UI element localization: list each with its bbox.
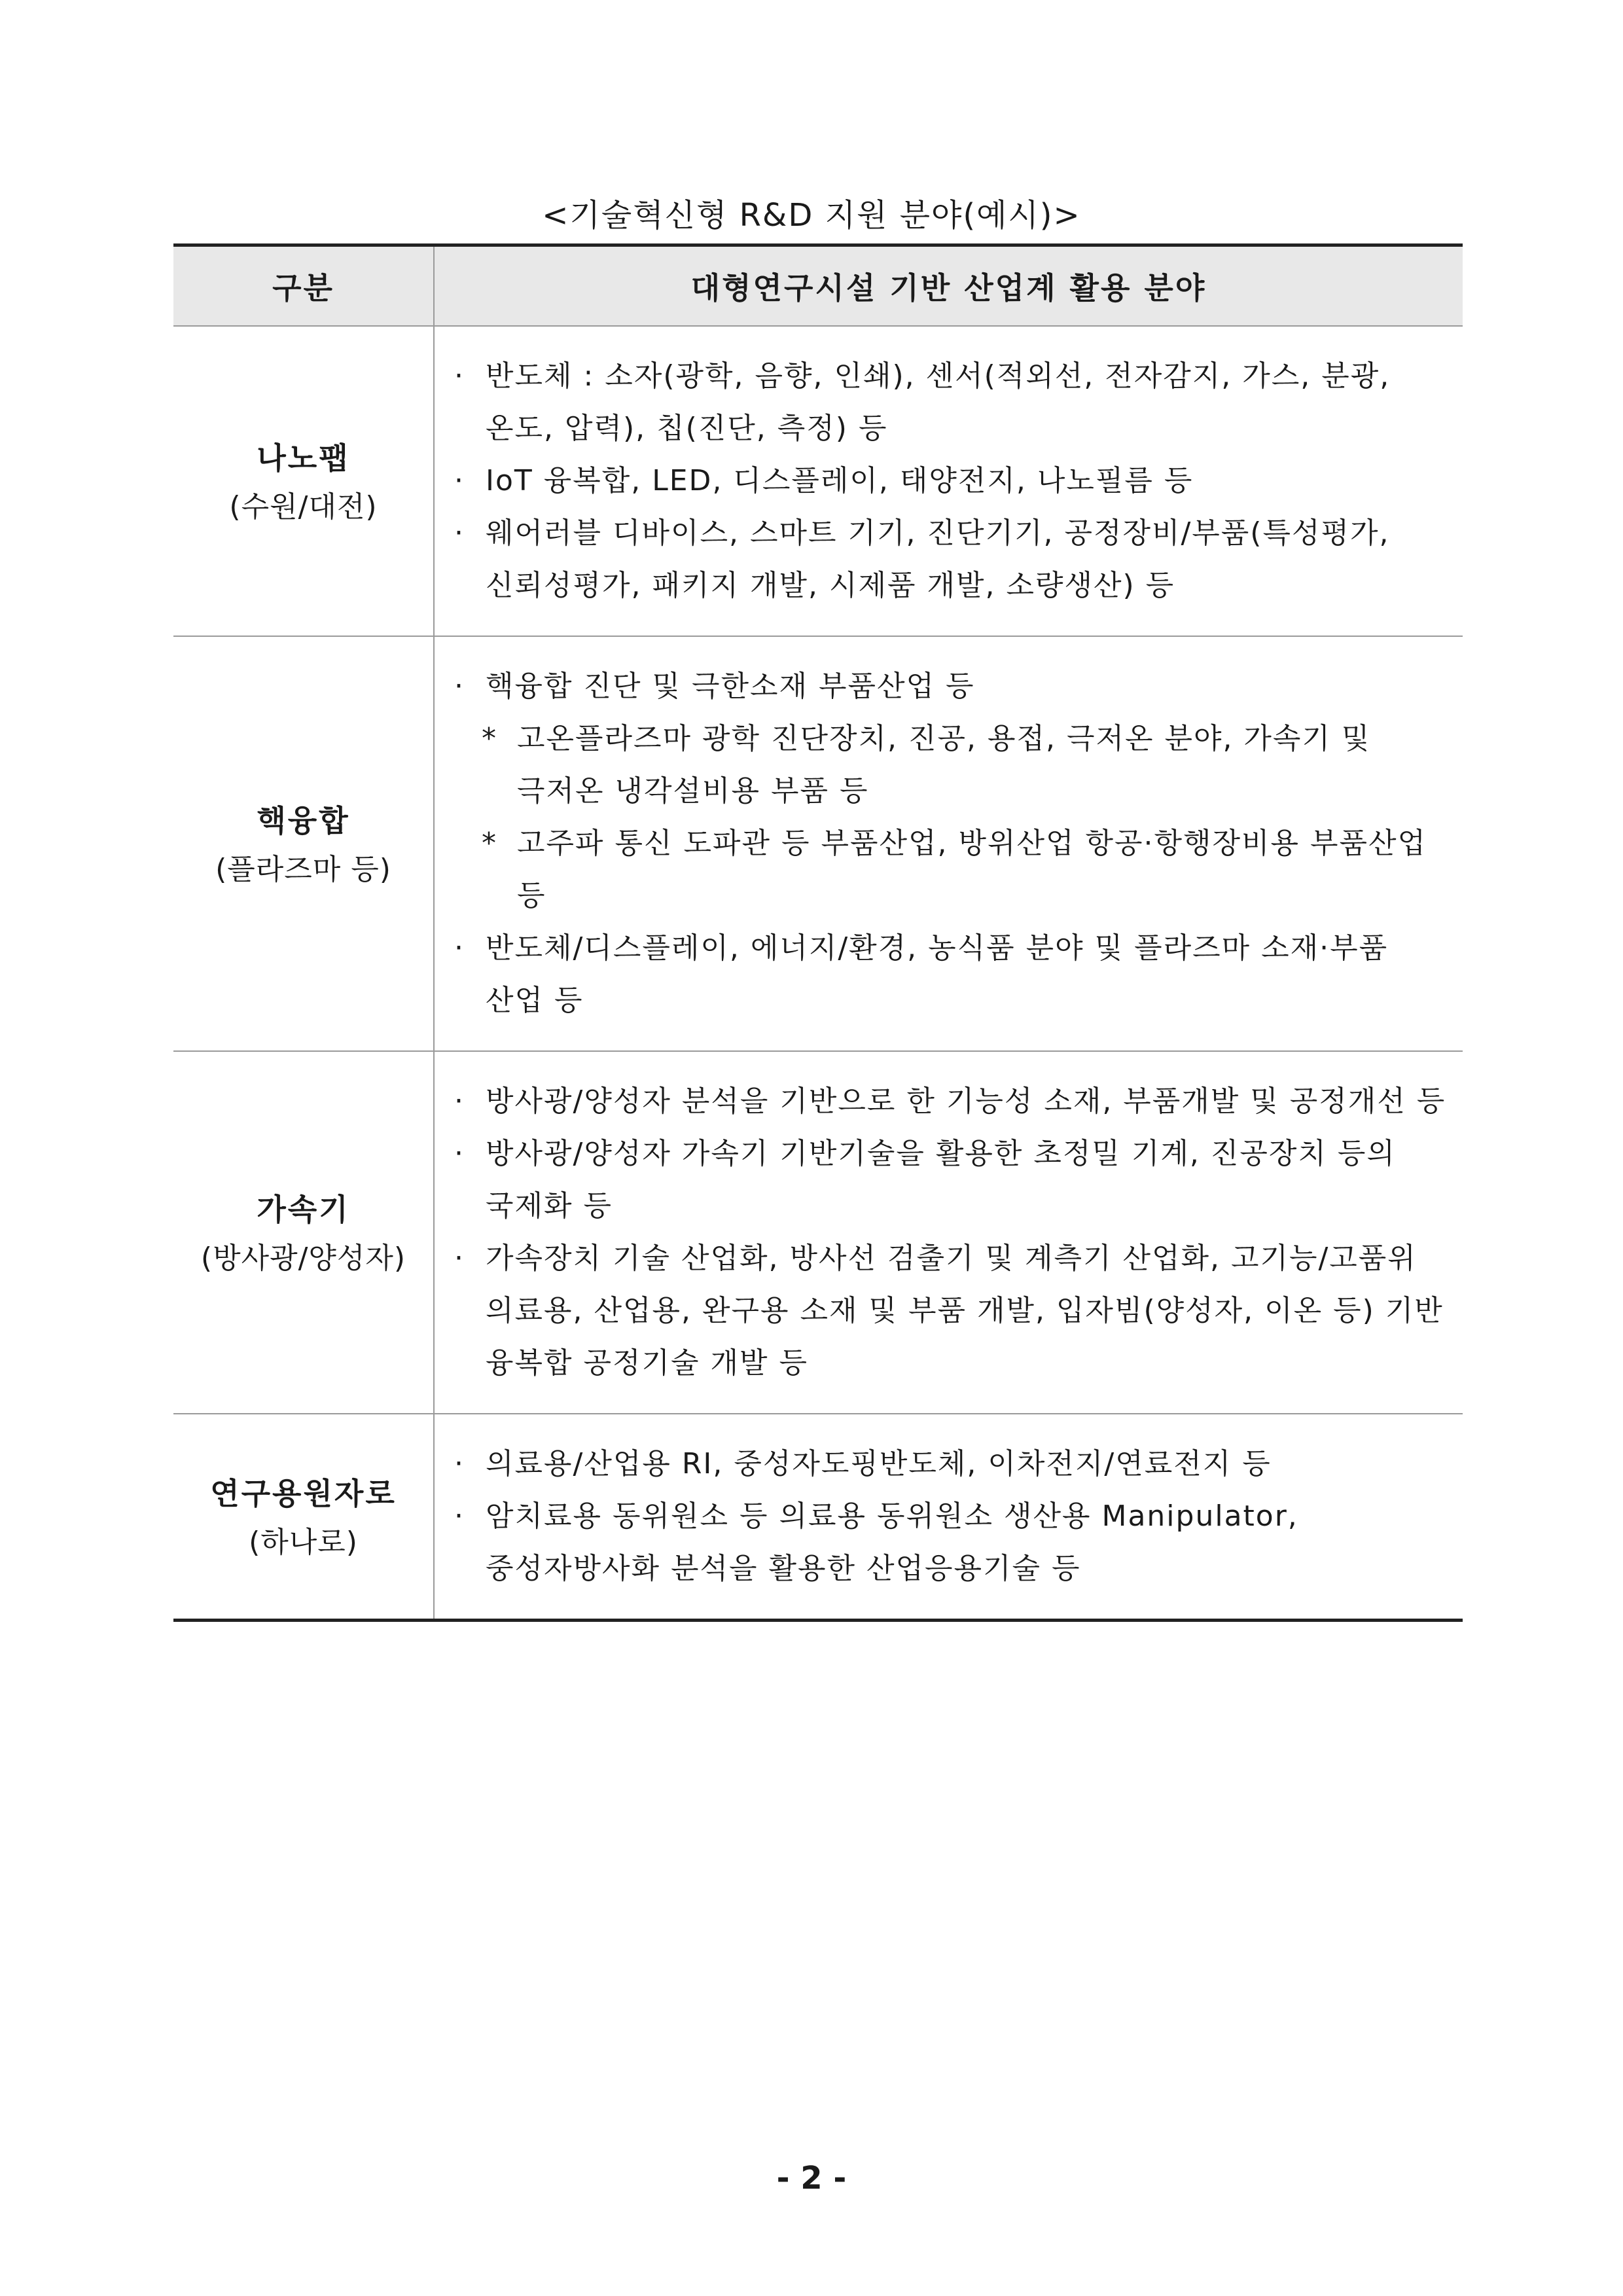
item-text: 방사광/양성자 가속기 기반기술을 활용한 초정밀 기계, 진공장치 등의 국제화 등 <box>486 1137 1396 1223</box>
bullet-marker: · <box>454 516 465 550</box>
category-name: 연구용원자로 <box>210 1476 397 1511</box>
category-cell <box>173 1051 434 1414</box>
table-row <box>173 636 1463 1051</box>
item-text: 웨어러블 디바이스, 스마트 기기, 진단기기, 공정장비/부품(특성평가, 신뢰성평가, 패키지 개발, 시제품 개발, 소량생산) 등 <box>486 516 1390 602</box>
item-text: 고온플라즈마 광학 진단장치, 진공, 용접, 극저온 분야, 가속기 및 극저온 냉각설비용 부품 등 <box>517 722 1371 808</box>
bullet-marker: · <box>454 1499 465 1533</box>
fields-cell <box>434 636 1463 1051</box>
bullet-marker: · <box>454 1447 465 1480</box>
bullet-marker: · <box>454 931 465 965</box>
item-text: 반도체 : 소자(광학, 음향, 인쇄), 센서(적외선, 전자감지, 가스, 분광, 온도, 압력), 칩(진단, 측정) 등 <box>486 359 1391 445</box>
list-item <box>454 1232 1450 1390</box>
bullet-marker: · <box>454 1085 465 1118</box>
category-cell <box>173 1414 434 1621</box>
table-caption: <기술혁신형 R&D 지원 분야(예시)> <box>542 197 1081 234</box>
bullet-marker: · <box>454 1242 465 1275</box>
category-name: 나노팹 <box>257 440 350 476</box>
category-name: 핵융합 <box>257 803 350 838</box>
category-cell <box>173 636 434 1051</box>
header-fields: 대형연구시설 기반 산업계 활용 분야 <box>434 245 1463 327</box>
list-item <box>454 1490 1450 1595</box>
bullet-marker: * <box>482 722 497 755</box>
fields-cell <box>434 1051 1463 1414</box>
list-item <box>454 507 1450 612</box>
category-name: 가속기 <box>257 1192 350 1227</box>
sub-list-item <box>454 713 1450 817</box>
list-item <box>454 455 1450 507</box>
list-item <box>454 1075 1450 1128</box>
item-text: 의료용/산업용 RI, 중성자도핑반도체, 이차전지/연료전지 등 <box>486 1447 1272 1480</box>
category-cell <box>173 326 434 636</box>
item-text: 고주파 통신 도파관 등 부품산업, 방위산업 항공·항행장비용 부품산업 등 <box>517 827 1427 912</box>
list-item <box>454 1128 1450 1232</box>
item-text: 방사광/양성자 분석을 기반으로 한 기능성 소재, 부품개발 및 공정개선 등 <box>486 1085 1446 1118</box>
bullet-marker: · <box>454 670 465 703</box>
list-item <box>454 922 1450 1027</box>
header-category: 구분 <box>173 245 434 327</box>
item-text: 암치료용 동위원소 등 의료용 동위원소 생산용 Manipulator, 중성자방사화 분석을 활용한 산업응용기술 등 <box>486 1499 1298 1585</box>
category-location: (방사광/양성자) <box>200 1242 406 1275</box>
page-number: - 2 - <box>776 2160 847 2197</box>
list-item <box>454 1438 1450 1490</box>
table-row <box>173 1051 1463 1414</box>
category-location: (수원/대전) <box>229 490 378 524</box>
item-text: 핵융합 진단 및 극한소재 부품산업 등 <box>486 670 975 703</box>
bullet-marker: · <box>454 1137 465 1170</box>
bullet-marker: · <box>454 359 465 393</box>
rnd-support-table <box>173 243 1463 1622</box>
list-item <box>454 350 1450 455</box>
category-location: (하나로) <box>249 1526 358 1559</box>
bullet-marker: · <box>454 464 465 497</box>
category-location: (플라즈마 등) <box>215 853 391 886</box>
item-text: 반도체/디스플레이, 에너지/환경, 농식품 분야 및 플라즈마 소재·부품 산업 등 <box>486 931 1389 1017</box>
list-item <box>454 660 1450 713</box>
table-row <box>173 326 1463 636</box>
table-row <box>173 1414 1463 1621</box>
bullet-marker: * <box>482 827 497 860</box>
sub-list-item <box>454 817 1450 922</box>
fields-cell <box>434 1414 1463 1621</box>
item-text: 가속장치 기술 산업화, 방사선 검출기 및 계측기 산업화, 고기능/고품위 의료용, 산업용, 완구용 소재 및 부품 개발, 입자빔(양성자, 이온 등) 기반 융복합 공정기술 개발 등 <box>486 1242 1444 1380</box>
fields-cell <box>434 326 1463 636</box>
item-text: IoT 융복합, LED, 디스플레이, 태양전지, 나노필름 등 <box>486 464 1194 497</box>
table-header-row <box>173 245 1463 327</box>
